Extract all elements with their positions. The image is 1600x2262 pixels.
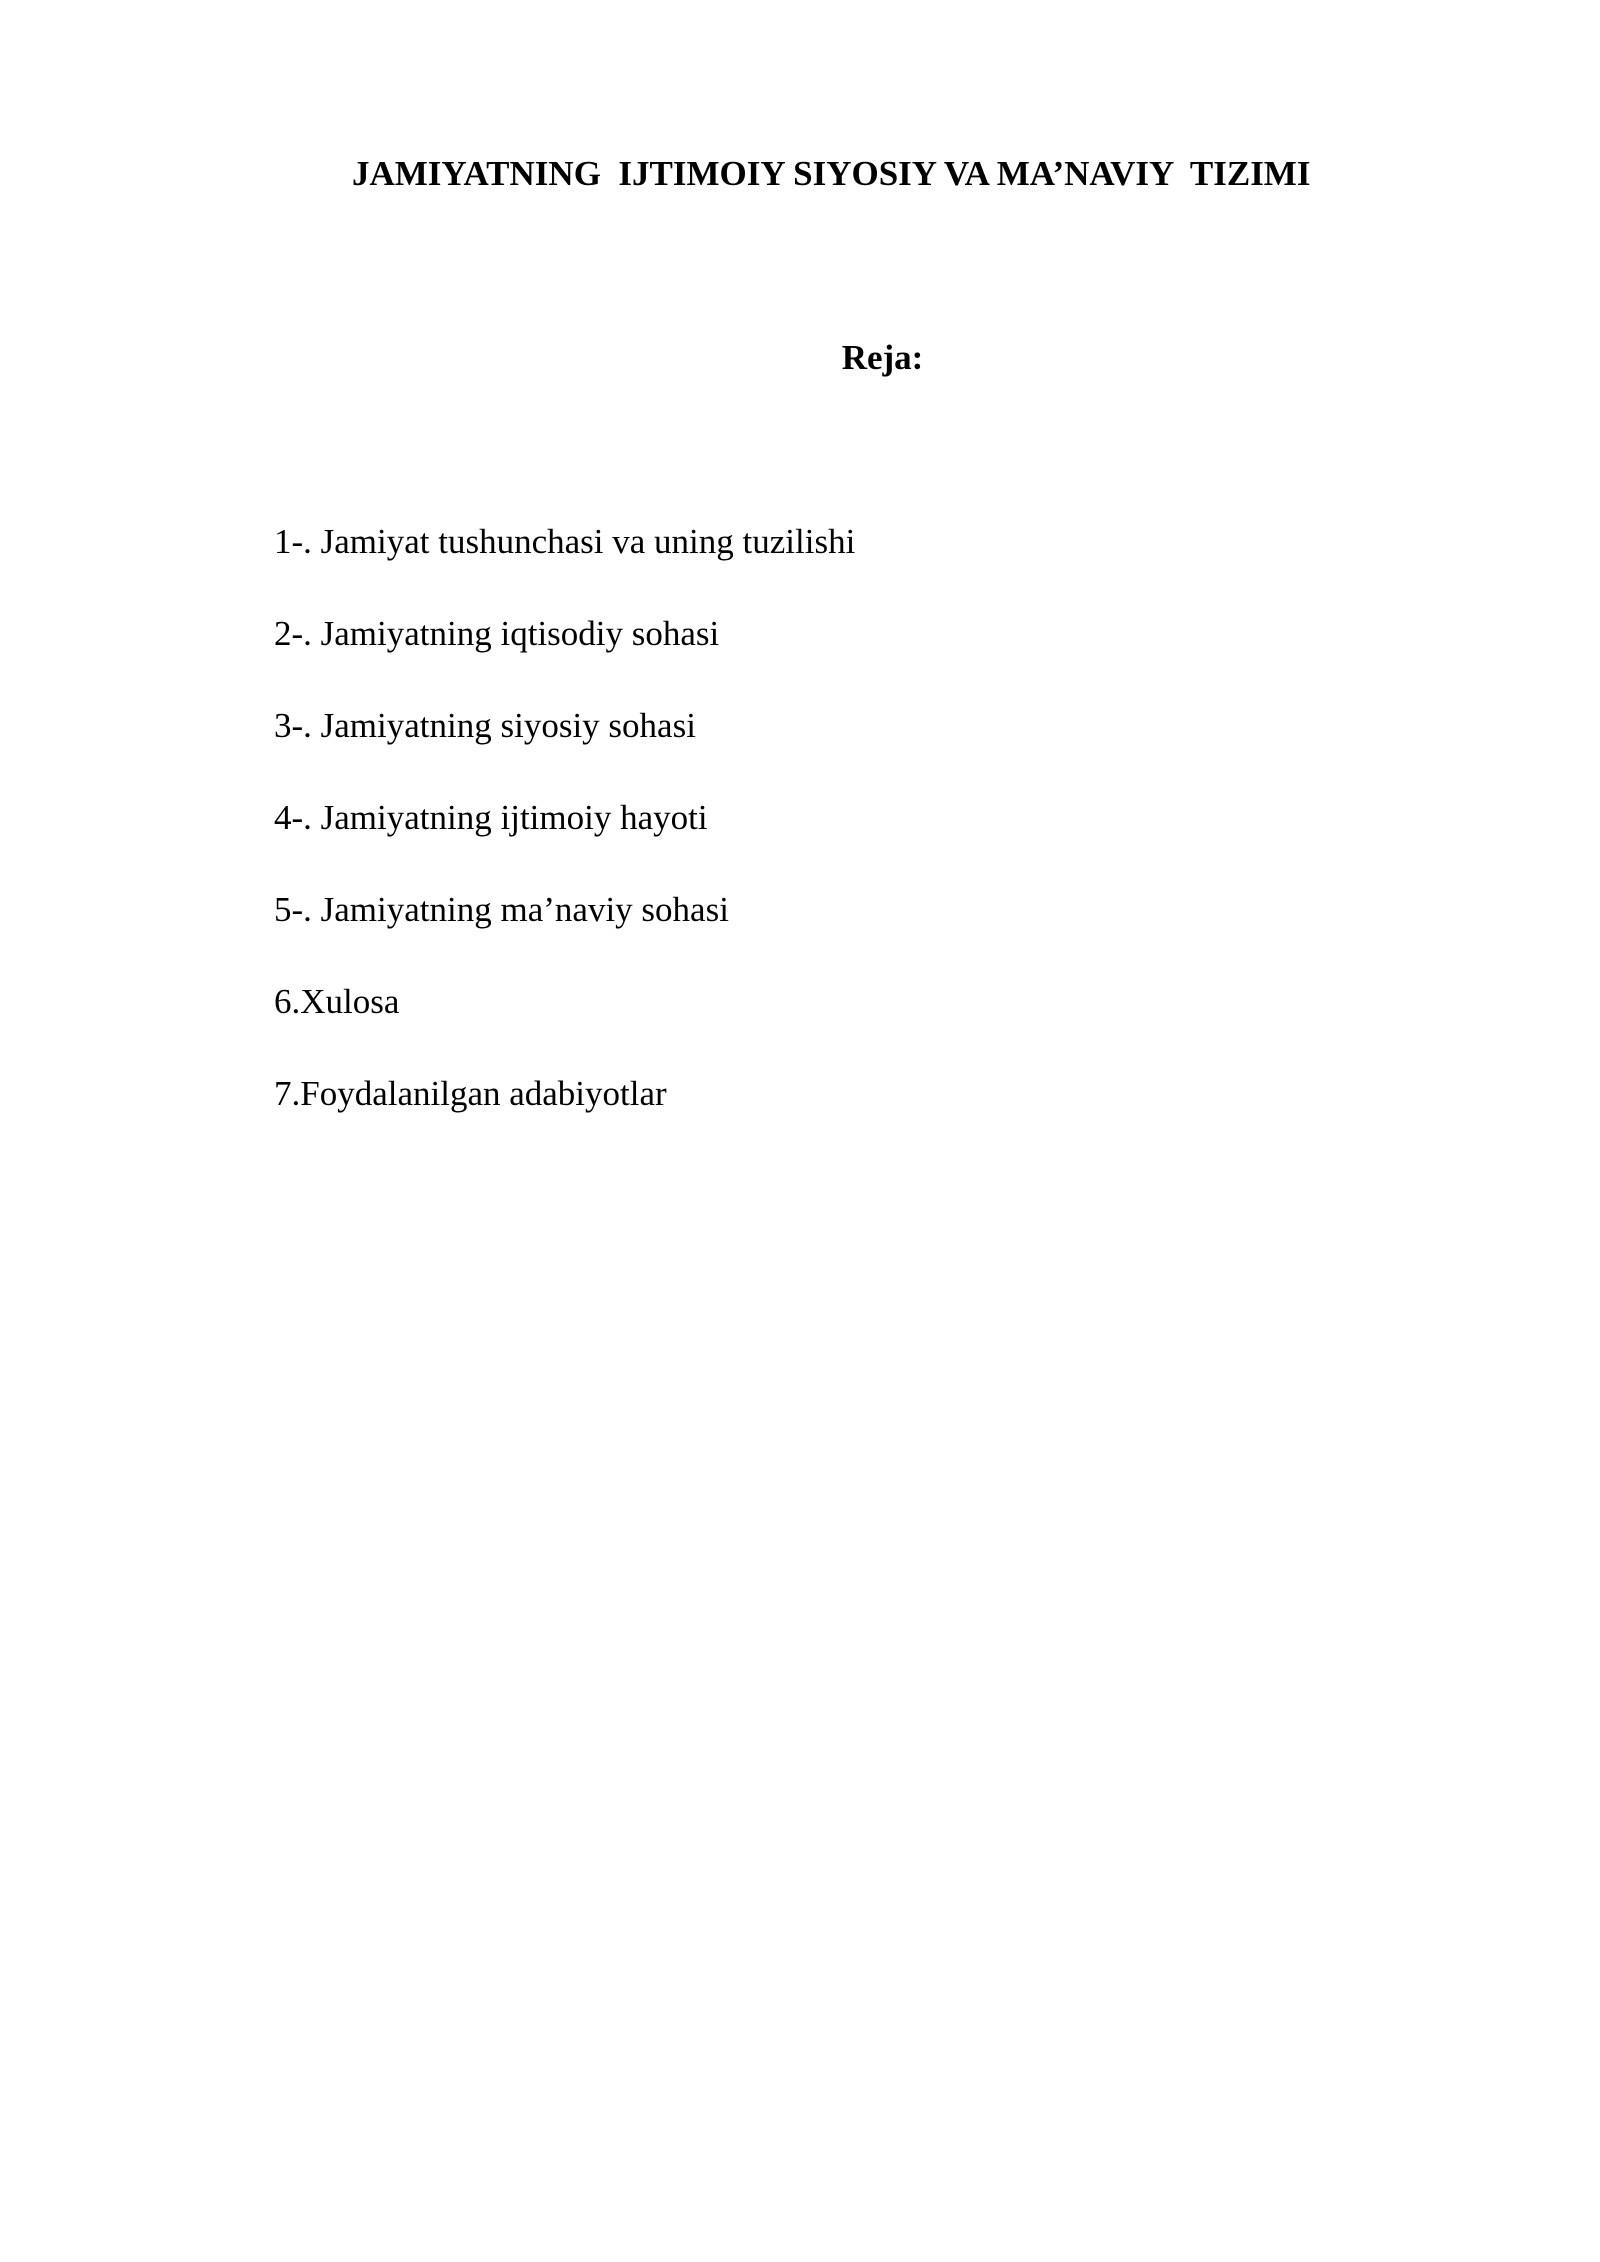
- plan-item-7: 7.Foydalanilgan adabiyotlar: [274, 1074, 667, 1113]
- plan-list: [274, 520, 855, 1116]
- plan-item-4: 4-. Jamiyatning ijtimoiy hayoti: [274, 798, 708, 837]
- plan-heading: [0, 336, 1600, 380]
- plan-item-2: 2-. Jamiyatning iqtisodiy sohasi: [274, 614, 720, 653]
- plan-item-1: 1-. Jamiyat tushunchasi va uning tuzilishi: [274, 522, 856, 561]
- document-title: JAMIYATNING IJTIMOIY SIYOSIY VA MA’NAVIY TIZIMI: [352, 154, 1311, 193]
- plan-item-5: 5-. Jamiyatning ma’naviy sohasi: [274, 890, 729, 929]
- plan-item-3: 3-. Jamiyatning siyosiy sohasi: [274, 706, 696, 745]
- plan-heading-text: Reja:: [841, 338, 924, 377]
- plan-item-6: 6.Xulosa: [274, 982, 400, 1021]
